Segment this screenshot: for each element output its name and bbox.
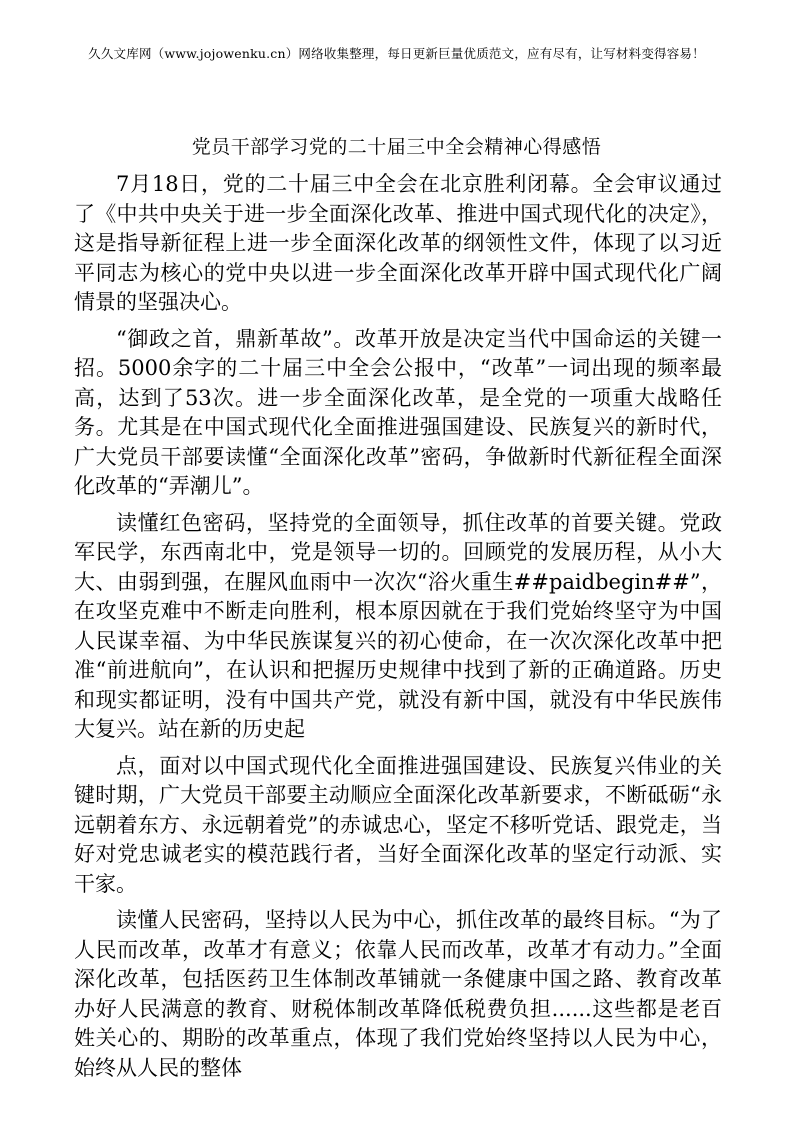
document-body — [74, 170, 722, 1090]
paragraph: 点，面对以中国式现代化全面推进强国建设、民族复兴伟业的关键时期，广大党员干部要主动顺应全面深化改革新要求，不断砥砺“永远朝着东方、永远朝着党”的赤诚忠心，坚定不移听党话、跟党走，当好对党忠诚老实的模范践行者，当好全面深化改革的坚定行动派、实干家。 — [74, 753, 722, 896]
document-title: 党员干部学习党的二十届三中全会精神心得感悟 — [191, 136, 602, 158]
paragraph: 读懂人民密码，坚持以人民为中心，抓住改革的最终目标。“为了人民而改革，改革才有意义；依靠人民而改革，改革才有动力。”全面深化改革，包括医药卫生体制改革铺就一条健康中国之路、教育改革办好人民满意的教育、财税体制改革降低税费负担......这些都是老百姓关心的、期盼的改革重点，体现了我们党始终坚持以人民为中心，始终从人民的整体 — [74, 908, 722, 1080]
paragraph: 7月18日，党的二十届三中全会在北京胜利闭幕。全会审议通过了《中共中央关于进一步全面深化改革、推进中国式现代化的决定》，这是指导新征程上进一步全面深化改革的纲领性文件，体现了以习近平同志为核心的党中央以进一步全面深化改革开辟中国式现代化广阔情景的坚强决心。 — [74, 172, 722, 314]
paragraph: “御政之首，鼎新革故”。改革开放是决定当代中国命运的关键一招。5000余字的二十届三中全会公报中，“改革”一词出现的频率最高，达到了53次。进一步全面深化改革，是全党的一项重大战略任务。尤其是在中国式现代化全面推进强国建设、民族复兴的新时代，广大党员干部要读懂“全面深化改革”密码，争做新时代新征程全面深化改革的“弄潮儿”。 — [74, 326, 722, 498]
paragraph: 读懂红色密码，坚持党的全面领导，抓住改革的首要关键。党政军民学，东西南北中，党是领导一切的。回顾党的发展历程，从小大大、由弱到强，在腥风血雨中一次次“浴火重生##paidbegin##”，在攻坚克难中不断走向胜利，根本原因就在于我们党始终坚守为中国人民谋幸福、为中华民族谋复兴的初心使命，在一次次深化改革中把准“前进航向”，在认识和把握历史规律中找到了新的正确道路。历史和现实都证明，没有中国共产党，就没有新中国，就没有中华民族伟大复兴。站在新的历史起 — [74, 510, 722, 741]
source-header: 久久文库网（www.jojowenku.cn）网络收集整理，每日更新巨量优质范文，应有尽有，让写材料变得容易！ — [88, 46, 705, 61]
